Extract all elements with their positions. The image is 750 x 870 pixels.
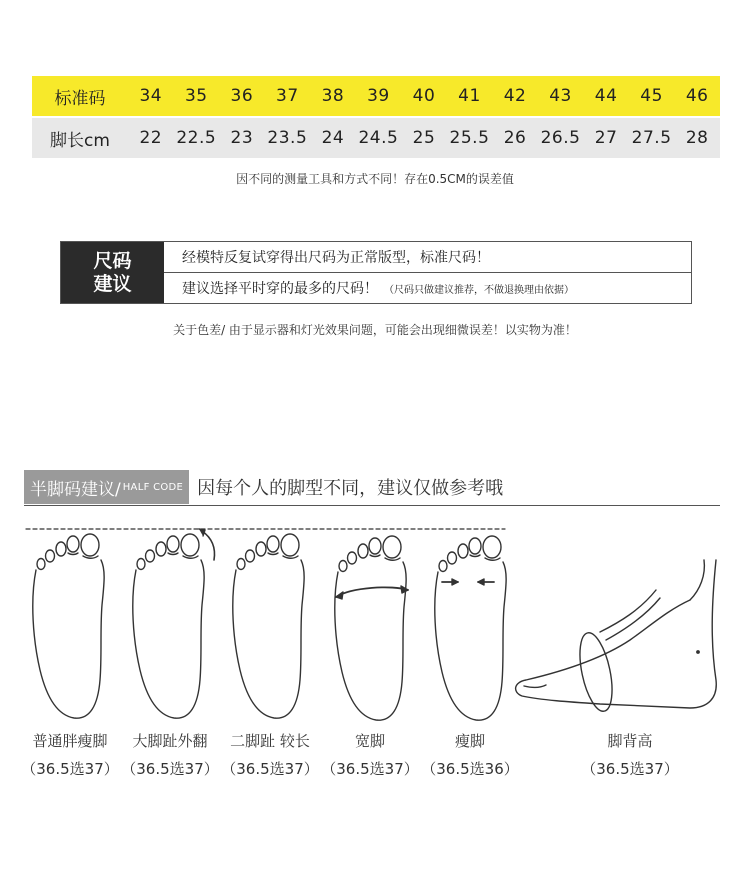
recommendation-line-2 — [164, 272, 691, 303]
half-size-header — [24, 470, 503, 504]
foot-length-cell: 27 — [594, 128, 618, 148]
normal-foot-icon — [33, 534, 104, 718]
foot-length-cell: 22.5 — [176, 128, 217, 148]
foot-illustrations — [0, 520, 750, 725]
foot-length-cell: 24 — [321, 128, 345, 148]
standard-size-label: 标准码 — [54, 88, 106, 109]
foot-size-suggestion: （36.5选37） — [321, 760, 419, 778]
standard-size-cell: 37 — [276, 86, 299, 106]
standard-size-cell: 42 — [503, 86, 527, 106]
standard-size-cell: 40 — [412, 86, 436, 106]
half-size-description: 因每个人的脚型不同，建议仅做参考哦 — [197, 478, 504, 499]
recommendation-label — [61, 242, 164, 303]
foot-size-suggestion: （36.5选37） — [121, 760, 219, 778]
foot-length-cell: 23 — [230, 128, 254, 148]
narrow-foot-icon — [435, 536, 506, 720]
recommendation-label-line2: 建议 — [93, 272, 132, 295]
standard-size-values — [128, 86, 720, 106]
foot-length-cell: 25 — [412, 128, 436, 148]
standard-size-cell: 38 — [321, 86, 345, 106]
half-size-badge-en: HALF CODE — [122, 481, 184, 493]
color-difference-note: 关于色差/ 由于显示器和灯光效果问题，可能会出现细微误差！以实物为准！ — [173, 323, 577, 337]
standard-size-cell: 36 — [230, 86, 254, 106]
foot-length-cell: 28 — [685, 128, 709, 148]
foot-type-label: 普通胖瘦脚 — [32, 732, 108, 750]
standard-size-cell: 41 — [458, 86, 481, 106]
foot-size-suggestion: （36.5选36） — [421, 760, 519, 778]
standard-size-cell: 46 — [685, 86, 709, 106]
foot-length-cell: 23.5 — [267, 128, 308, 148]
foot-type-label: 宽脚 — [354, 732, 385, 750]
size-table — [32, 76, 720, 158]
measurement-error-note: 因不同的测量工具和方式不同！存在0.5CM的误差值 — [236, 172, 514, 186]
foot-type-label: 大脚趾外翻 — [132, 732, 208, 750]
standard-size-cell: 44 — [594, 86, 618, 106]
standard-size-cell: 43 — [549, 86, 572, 106]
foot-type-label: 脚背高 — [607, 732, 653, 750]
foot-type-label: 瘦脚 — [454, 732, 485, 750]
half-size-badge — [24, 470, 189, 504]
half-size-badge-cn: 半脚码建议/ — [30, 479, 121, 500]
foot-size-suggestion: （36.5选37） — [21, 760, 119, 778]
long-second-toe-icon — [233, 534, 304, 718]
standard-size-cell: 45 — [640, 86, 663, 106]
foot-length-cell: 25.5 — [449, 128, 490, 148]
foot-type-label: 二脚趾 较长 — [230, 732, 310, 750]
standard-size-cell: 39 — [367, 86, 390, 106]
recommendation-disclaimer: （尺码只做建议推荐，不做退换理由依据） — [384, 284, 574, 296]
standard-size-cell: 34 — [139, 86, 163, 106]
foot-length-cell: 24.5 — [358, 128, 399, 148]
high-instep-icon — [516, 560, 717, 714]
wide-foot-icon — [335, 536, 408, 720]
foot-length-cell: 27.5 — [631, 128, 672, 148]
section-divider — [24, 505, 720, 506]
foot-length-cell: 26.5 — [540, 128, 581, 148]
foot-length-label: 脚长cm — [50, 130, 110, 151]
foot-length-cell: 22 — [139, 128, 163, 148]
recommendation-label-line1: 尺码 — [93, 249, 132, 272]
foot-length-values — [128, 128, 720, 148]
foot-length-cell: 26 — [503, 128, 527, 148]
size-recommendation-box — [60, 241, 692, 304]
bunion-foot-icon — [133, 529, 215, 718]
recommendation-text-1: 经模特反复试穿得出尺码为正常版型，标准尺码！ — [182, 250, 490, 266]
foot-length-row — [32, 118, 720, 158]
recommendation-line-1 — [164, 242, 691, 272]
foot-size-suggestion: （36.5选37） — [221, 760, 319, 778]
standard-size-row — [32, 76, 720, 116]
standard-size-cell: 35 — [184, 86, 208, 106]
foot-size-suggestion: （36.5选37） — [581, 760, 679, 778]
recommendation-text-2: 建议选择平时穿的最多的尺码！ — [182, 281, 378, 297]
